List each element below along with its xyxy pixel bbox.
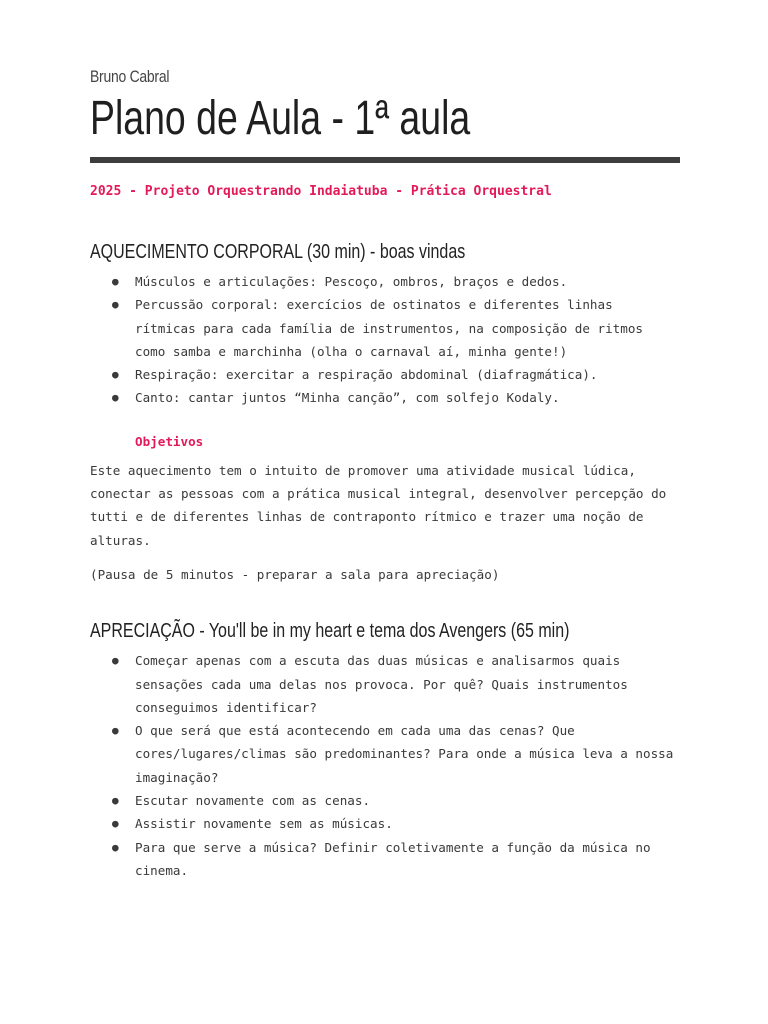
author-name: Bruno Cabral [90, 67, 170, 86]
subtitle: 2025 - Projeto Orquestrando Indaiatuba - Prática Orquestral [90, 184, 552, 199]
bullet-icon: ● [112, 794, 119, 808]
list-item-text: Respiração: exercitar a respiração abdominal (diafragmática). [135, 367, 598, 383]
list-item-text: Assistir novamente sem as músicas. [135, 816, 393, 832]
list-item [90, 363, 680, 386]
warmup-list [90, 270, 680, 410]
bullet-icon: ● [112, 724, 119, 738]
pause-note: (Pausa de 5 minutos - preparar a sala para apreciação) [90, 566, 500, 582]
list-item-text: Percussão corporal: exercícios de ostinatos e diferentes linhas rítmicas para cada família de instrumentos, na composição de ritmos como samba e marchinha (olha o carnaval aí, minha gente!) [135, 297, 643, 359]
list-item [90, 812, 680, 835]
list-item [90, 270, 680, 293]
list-item [90, 789, 680, 812]
list-item-text: Começar apenas com a escuta das duas músicas e analisarmos quais sensações cada uma delas nos provoca. Por quê? Quais instrumentos conseguimos identificar? [135, 653, 628, 715]
bullet-icon: ● [112, 817, 119, 831]
list-item-text: O que será que está acontecendo em cada uma das cenas? Que cores/lugares/climas são predominantes? Para onde a música leva a nossa imaginação? [135, 723, 674, 785]
list-item [90, 386, 680, 409]
list-item [90, 836, 680, 883]
appreciation-list [90, 649, 680, 882]
list-item [90, 719, 680, 789]
title-divider [90, 157, 680, 163]
section-heading-appreciation: APRECIAÇÃO - You'll be in my heart e tema dos Avengers (65 min) [90, 620, 570, 643]
bullet-icon: ● [112, 654, 119, 668]
page-title: Plano de Aula - 1ª aula [90, 92, 471, 145]
list-item-text: Para que serve a música? Definir coletivamente a função da música no cinema. [135, 839, 651, 878]
section-heading-warmup: AQUECIMENTO CORPORAL (30 min) - boas vindas [90, 241, 466, 263]
bullet-icon: ● [112, 840, 119, 854]
document-page [90, 62, 680, 882]
list-item-text: Músculos e articulações: Pescoço, ombros, braços e dedos. [135, 274, 568, 289]
objectives-text: Este aquecimento tem o intuito de promover uma atividade musical lúdica, conectar as pessoas com a prática musical integral, desenvolver percepção do tutti e de diferentes linhas de contraponto rítmico e trazer uma noção de alturas. [90, 462, 667, 548]
bullet-icon: ● [112, 298, 119, 312]
list-item-text: Escutar novamente com as cenas. [135, 793, 371, 809]
bullet-icon: ● [112, 368, 119, 382]
list-item [90, 293, 680, 363]
list-item-text: Canto: cantar juntos “Minha canção”, com solfejo Kodaly. [135, 390, 560, 406]
objectives-label: Objetivos [135, 433, 204, 449]
bullet-icon: ● [112, 391, 119, 405]
list-item [90, 649, 680, 719]
bullet-icon: ● [112, 275, 119, 288]
